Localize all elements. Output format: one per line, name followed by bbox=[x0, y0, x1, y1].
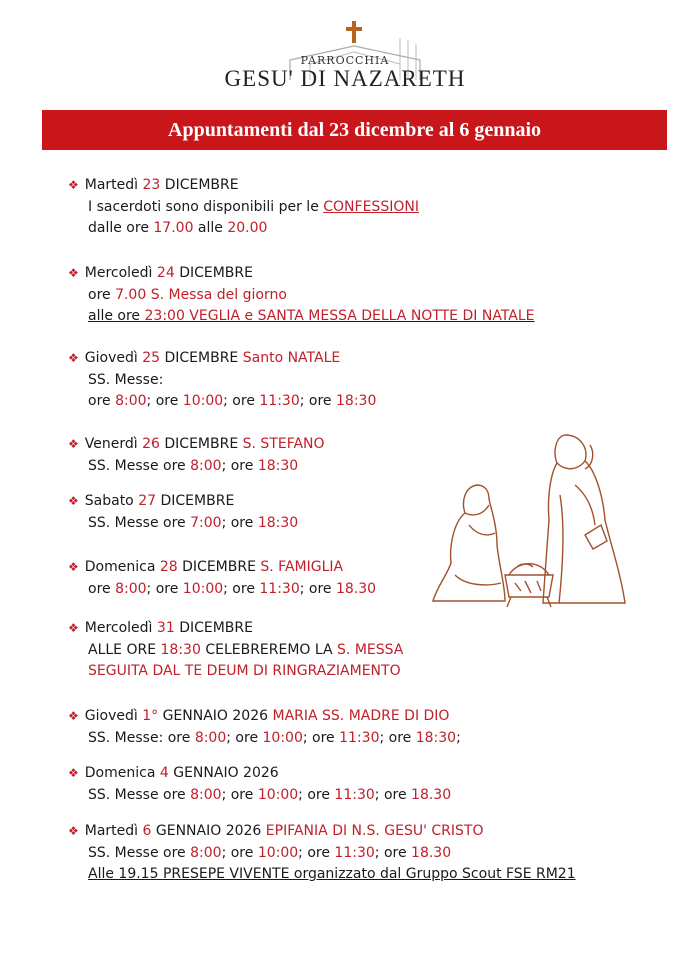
event-text: ; ore bbox=[223, 393, 260, 409]
event-day: Venerdì bbox=[84, 436, 138, 452]
diamond-bullet-icon: ❖ bbox=[68, 178, 79, 192]
event-highlight: CONFESSIONI bbox=[323, 198, 419, 215]
event-time: 17.00 bbox=[153, 220, 194, 236]
event-text: SS. Messe: ore bbox=[88, 729, 195, 746]
event-text: ; ore bbox=[221, 844, 258, 861]
event-text: ALLE ORE bbox=[88, 641, 161, 658]
event-day: Martedì bbox=[84, 823, 139, 839]
event-text: dalle ore bbox=[88, 220, 154, 236]
event-text: ore bbox=[88, 393, 116, 409]
event-time: 18.30 bbox=[411, 786, 452, 803]
event-day: Giovedì bbox=[84, 708, 138, 724]
event-text: ore bbox=[88, 286, 116, 303]
event-highlight: S. MESSA bbox=[337, 641, 404, 658]
event-text: ; ore bbox=[302, 729, 340, 746]
diamond-bullet-icon: ❖ bbox=[68, 437, 79, 451]
event-date: 28 bbox=[159, 559, 178, 575]
event-time: 11:30 bbox=[259, 580, 300, 597]
event-month: DICEMBRE bbox=[160, 493, 235, 509]
event-text: ; ore bbox=[374, 844, 412, 861]
event-time: 10:00 bbox=[257, 844, 299, 861]
event-date: 4 bbox=[159, 765, 169, 781]
event-text: alle bbox=[193, 220, 228, 236]
nativity-illustration-icon bbox=[425, 425, 635, 610]
event-month: GENNAIO 2026 bbox=[162, 708, 269, 724]
event-time: 8:00 bbox=[190, 844, 222, 861]
event-time: 8:00 bbox=[190, 786, 222, 803]
event-item bbox=[68, 348, 376, 413]
event-date: 26 bbox=[142, 436, 160, 452]
event-time: 10:00 bbox=[262, 729, 303, 746]
event-month: GENNAIO 2026 bbox=[155, 823, 262, 839]
event-text: ; ore bbox=[223, 580, 260, 597]
diamond-bullet-icon: ❖ bbox=[68, 494, 79, 508]
diamond-bullet-icon: ❖ bbox=[68, 621, 79, 635]
event-text: ; ore bbox=[374, 786, 412, 803]
event-time: 8:00 bbox=[194, 729, 227, 746]
event-time: 18:30 bbox=[415, 729, 457, 746]
event-item bbox=[68, 706, 461, 749]
event-item bbox=[68, 557, 376, 600]
event-text: ; ore bbox=[226, 729, 263, 746]
event-date: 24 bbox=[156, 265, 175, 281]
parish-name: GESU' DI NAZARETH bbox=[224, 66, 466, 91]
event-text: ; ore bbox=[298, 786, 335, 803]
event-feast: Santo NATALE bbox=[242, 350, 341, 366]
event-text: I sacerdoti sono disponibili per le bbox=[88, 198, 324, 215]
diamond-bullet-icon: ❖ bbox=[68, 766, 79, 780]
event-text: ; ore bbox=[299, 580, 336, 597]
event-time: 11:30 bbox=[334, 844, 375, 861]
event-date: 31 bbox=[156, 620, 175, 636]
event-time: 7:00 bbox=[190, 514, 222, 531]
event-text: ; ore bbox=[146, 393, 183, 409]
page-title: Appuntamenti dal 23 dicembre al 6 gennaio bbox=[42, 110, 667, 150]
event-item bbox=[68, 263, 535, 328]
event-text: ; ore bbox=[379, 729, 416, 746]
event-item bbox=[68, 821, 576, 886]
diamond-bullet-icon: ❖ bbox=[68, 824, 79, 838]
event-day: Domenica bbox=[84, 765, 156, 781]
event-date: 27 bbox=[138, 493, 157, 509]
event-item bbox=[68, 763, 451, 806]
event-item bbox=[68, 491, 298, 534]
event-feast: S. STEFANO bbox=[242, 436, 325, 452]
event-text: ; ore bbox=[221, 514, 258, 531]
event-month: DICEMBRE bbox=[164, 436, 239, 452]
diamond-bullet-icon: ❖ bbox=[68, 351, 79, 365]
event-text: alle ore bbox=[88, 308, 145, 324]
event-time: 11:30 bbox=[339, 729, 380, 746]
event-text: ore bbox=[88, 580, 116, 597]
event-month: DICEMBRE bbox=[179, 620, 253, 636]
event-day: Domenica bbox=[84, 559, 156, 575]
event-time: 10:00 bbox=[257, 786, 299, 803]
event-text: SS. Messe: bbox=[88, 371, 164, 388]
event-text: ; bbox=[456, 729, 461, 746]
event-item bbox=[68, 434, 325, 477]
event-day: Mercoledì bbox=[84, 620, 153, 636]
event-day: Martedì bbox=[84, 177, 139, 193]
event-text: CELEBREREMO LA bbox=[200, 641, 338, 658]
event-date: 25 bbox=[142, 350, 161, 366]
event-time: 11:30 bbox=[334, 786, 375, 803]
event-date: 6 bbox=[142, 823, 152, 839]
event-time: 18:30 bbox=[336, 393, 377, 409]
event-time: 8:00 bbox=[115, 393, 147, 409]
event-text: ; ore bbox=[146, 580, 183, 597]
event-date: 1° bbox=[142, 708, 159, 724]
header bbox=[0, 0, 690, 105]
event-date: 23 bbox=[142, 177, 161, 193]
event-text: ; ore bbox=[299, 393, 336, 409]
event-month: DICEMBRE bbox=[179, 265, 253, 281]
diamond-bullet-icon: ❖ bbox=[68, 709, 79, 723]
event-time: 11:30 bbox=[259, 393, 300, 409]
event-feast: MARIA SS. MADRE DI DIO bbox=[272, 708, 450, 724]
event-highlight: SEGUITA DAL TE DEUM DI RINGRAZIAMENTO bbox=[88, 663, 401, 679]
event-time: 18:30 bbox=[257, 514, 299, 531]
event-item bbox=[68, 618, 403, 683]
event-time: 18.30 bbox=[336, 580, 377, 597]
event-text: ; ore bbox=[221, 786, 258, 803]
event-text: SS. Messe ore bbox=[88, 844, 191, 861]
event-highlight: 23:00 VEGLIA e SANTA MESSA DELLA NOTTE DI NATALE bbox=[144, 308, 535, 324]
event-day: Giovedì bbox=[84, 350, 138, 366]
event-month: GENNAIO 2026 bbox=[173, 765, 279, 781]
event-text: ; ore bbox=[298, 844, 335, 861]
event-day: Mercoledì bbox=[84, 265, 153, 281]
event-time: 18:30 bbox=[257, 457, 299, 474]
event-time: 10:00 bbox=[182, 393, 224, 409]
diamond-bullet-icon: ❖ bbox=[68, 266, 79, 280]
event-text: SS. Messe ore bbox=[88, 514, 191, 531]
event-time: 18:30 bbox=[160, 641, 201, 658]
event-month: DICEMBRE bbox=[164, 350, 239, 366]
event-month: DICEMBRE bbox=[164, 177, 239, 193]
event-time: 8:00 bbox=[190, 457, 222, 474]
event-text: ; ore bbox=[221, 457, 258, 474]
event-text: Alle 19.15 PRESEPE VIVENTE organizzato dal Gruppo Scout FSE RM21 bbox=[88, 866, 576, 882]
diamond-bullet-icon: ❖ bbox=[68, 560, 79, 574]
event-text: SS. Messe ore bbox=[88, 786, 191, 803]
event-feast: EPIFANIA DI N.S. GESU' CRISTO bbox=[265, 823, 484, 839]
event-time: 10:00 bbox=[182, 580, 224, 597]
event-feast: S. FAMIGLIA bbox=[260, 559, 344, 575]
event-month: DICEMBRE bbox=[182, 559, 256, 575]
event-time: 18.30 bbox=[411, 844, 452, 861]
event-item bbox=[68, 175, 419, 240]
event-time: 8:00 bbox=[115, 580, 147, 597]
event-day: Sabato bbox=[84, 493, 134, 509]
event-highlight: 7.00 S. Messa del giorno bbox=[115, 286, 287, 303]
event-time: 20.00 bbox=[227, 220, 268, 236]
event-text: SS. Messe ore bbox=[88, 457, 191, 474]
parish-label: PARROCCHIA bbox=[300, 54, 390, 67]
